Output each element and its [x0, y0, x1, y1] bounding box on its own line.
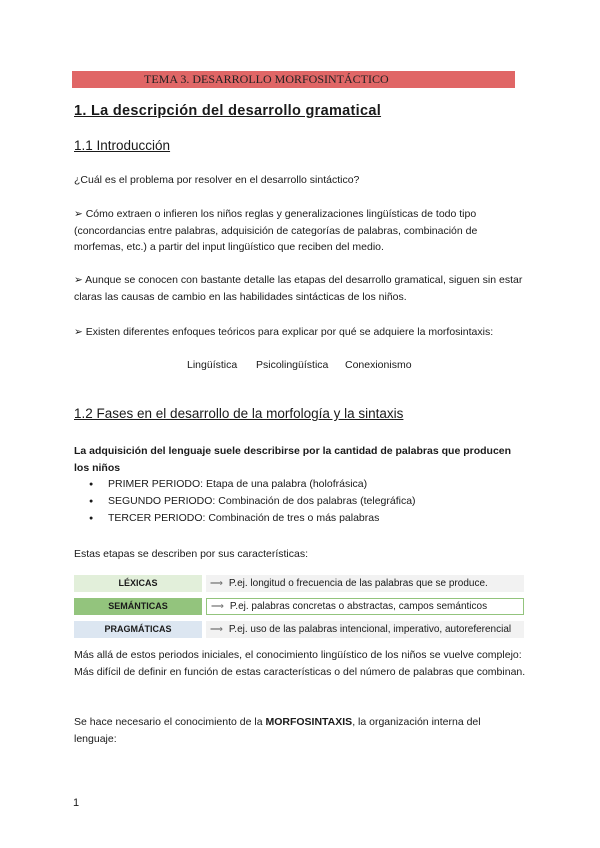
- feature-row-pragmatic: [74, 621, 526, 638]
- morphosyntax-paragraph: [74, 714, 526, 747]
- approach-connectionism: Conexionismo: [345, 359, 412, 371]
- morphosyntax-term: MORFOSINTAXIS: [265, 716, 353, 728]
- feature-row-lexical: [74, 575, 526, 592]
- arrow-icon: ⟹: [211, 601, 224, 611]
- section-1-2-heading: 1.2 Fases en el desarrollo de la morfología y la sintaxis: [74, 406, 404, 421]
- phase-item-3: ● TERCER PERIODO: Combinación de tres o más palabras: [74, 510, 416, 527]
- intro-bullet-2: ➢ Aunque se conocen con bastante detalle las etapas del desarrollo gramatical, siguen sin estar claras las causas de cambio en las habilidades sintácticas de los niños.: [74, 274, 523, 303]
- arrow-icon: ⟹: [210, 624, 223, 634]
- feature-desc-pragmatic: [206, 621, 524, 638]
- morphosyntax-post: , la organización interna del lenguaje:: [74, 716, 481, 745]
- intro-bullet-3: ➢ Existen diferentes enfoques teóricos para explicar por qué se adquiere la morfosintaxis:: [74, 326, 494, 338]
- feature-desc-text: P.ej. uso de las palabras intencional, imperativo, autoreferencial: [228, 624, 512, 635]
- feature-row-semantic: [74, 598, 526, 615]
- approach-psycholinguistics: Psicolingüística: [256, 359, 329, 371]
- feature-label-pragmatic: PRAGMÁTICAS: [74, 621, 202, 638]
- phases-lead: La adquisición del lenguaje suele describirse por la cantidad de palabras que producen los niños: [74, 445, 512, 474]
- page-number: 1: [73, 797, 80, 809]
- section-1-1-heading: 1.1 Introducción: [74, 138, 171, 153]
- arrow-icon: ⟹: [210, 578, 223, 588]
- feature-desc-text: P.ej. longitud o frecuencia de las palabras que se produce.: [228, 578, 488, 589]
- feature-desc-text: P.ej. palabras concretas o abstractas, campos semánticos: [229, 601, 488, 612]
- phases-list: [74, 476, 416, 527]
- stages-text: Estas etapas se describen por sus características:: [74, 548, 309, 560]
- intro-question: ¿Cuál es el problema por resolver en el desarrollo sintáctico?: [74, 174, 360, 186]
- phase-item-2: ● SEGUNDO PERIODO: Combinación de dos palabras (telegráfica): [74, 493, 416, 510]
- section-1-heading: 1. La descripción del desarrollo gramatical: [74, 103, 382, 119]
- topic-banner: [72, 71, 515, 88]
- phase-item-1: ● PRIMER PERIODO: Etapa de una palabra (holofrásica): [74, 476, 416, 493]
- approach-linguistics: Lingüística: [187, 359, 238, 371]
- intro-bullet-1: ➢ Cómo extraen o infieren los niños reglas y generalizaciones lingüísticas de todo tipo (concordancias entre palabras, adquisición de categorías de palabras, combinación de morfemas, etc.) a partir del input lingüístico que reciben del medio.: [74, 208, 478, 253]
- feature-desc-semantic: [206, 598, 524, 615]
- feature-desc-lexical: [206, 575, 524, 592]
- feature-label-lexical: LÉXICAS: [74, 575, 202, 592]
- topic-title: TEMA 3. DESARROLLO MORFOSINTÁCTICO: [144, 72, 389, 86]
- morphosyntax-pre: Se hace necesario el conocimiento de la: [74, 716, 266, 728]
- complexity-paragraph: Más allá de estos periodos iniciales, el conocimiento lingüístico de los niños se vuelve complejo: Más difícil de definir en función de estas características o del número de palabras que combinan.: [74, 649, 526, 678]
- feature-label-semantic: SEMÁNTICAS: [74, 598, 202, 615]
